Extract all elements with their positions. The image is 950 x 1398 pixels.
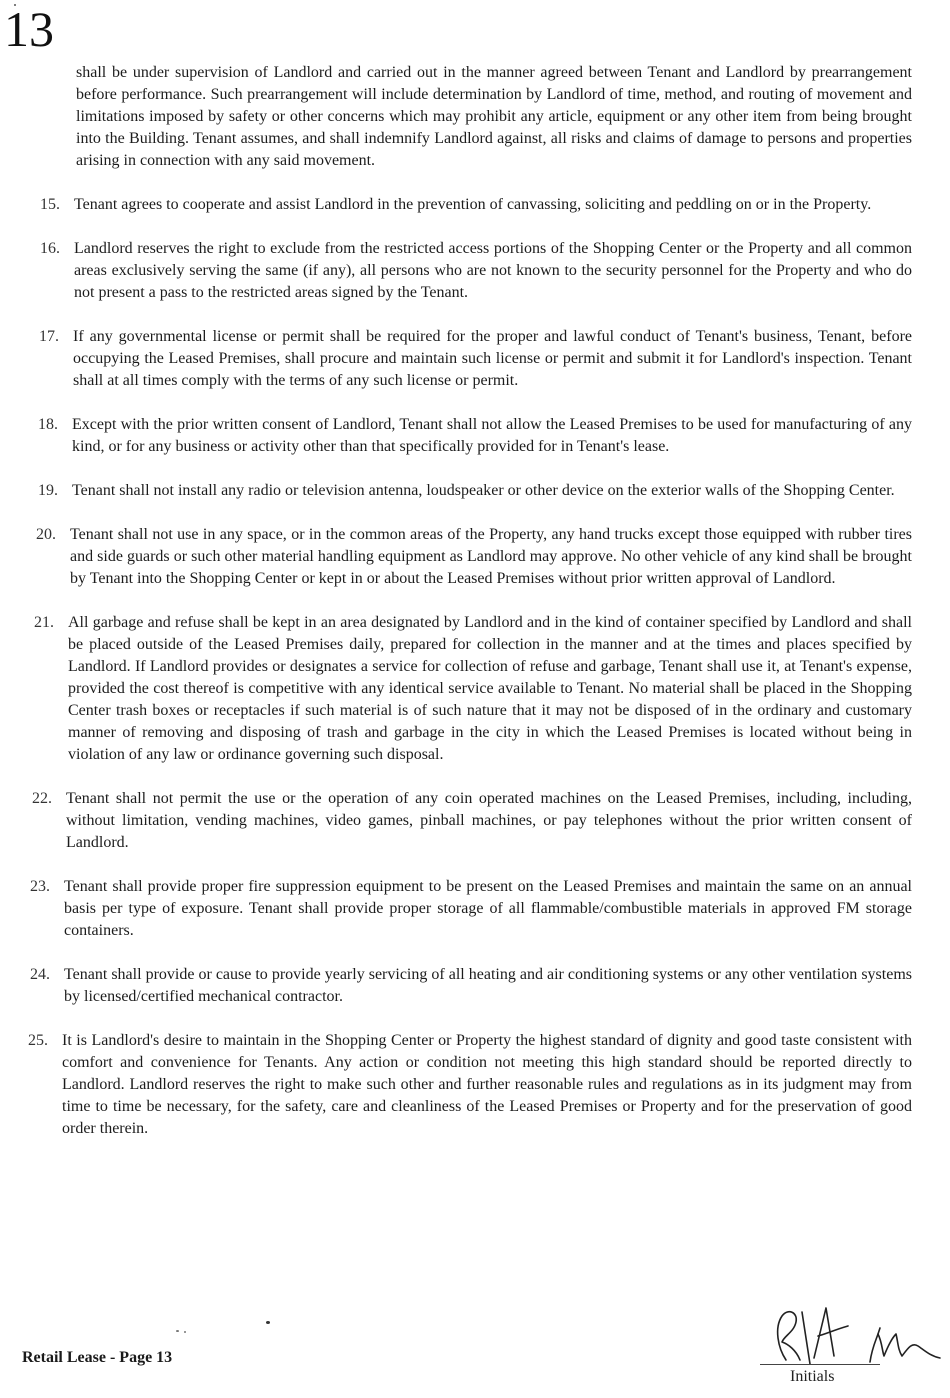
- item-text: Tenant agrees to cooperate and assist Landlord in the prevention of canvassing, soliciting and peddling on or in the Property.: [74, 196, 872, 213]
- rule-item-19: [38, 480, 912, 502]
- handwritten-initials: [752, 1298, 948, 1370]
- continuation-paragraph: shall be under supervision of Landlord and carried out in the manner agreed between Tenant and Landlord by prearrangement before performance. Such prearrangement will include determination by Landlord of time, method, and routing of movement and limitations imposed by safety or other concerns which may prohibit any article, equipment or any other item from being brought into the Building. Tenant assumes, and shall indemnify Landlord against, all risks and claims of damage to persons and properties arising in connection with any said movement.: [76, 64, 912, 169]
- page-number: 13: [4, 1, 54, 57]
- item-text: Tenant shall provide proper fire suppression equipment to be present on the Leased Premises and maintain the same on an annual basis per type of exposure. Tenant shall provide proper storage of all flammable/combustible materials in approved FM storage containers.: [64, 878, 912, 939]
- rule-item-18: [38, 414, 912, 458]
- item-number: 24.: [30, 966, 50, 983]
- item-text: It is Landlord's desire to maintain in the Shopping Center or Property the highest standard of dignity and good taste consistent with comfort and convenience for Tenants. Any action or condition not meeting this high standard should be reported directly to Landlord. Landlord reserves the right to make such other and further reasonable rules and regulations as in its judgment may from time to time be necessary, for the safety, care and cleanliness of the Leased Premises or Property and for the preservation of good order therein.: [62, 1032, 912, 1137]
- item-text: Tenant shall not use in any space, or in the common areas of the Property, any hand trucks except those equipped with rubber tires and side guards or such other material handling equipment as Landlord may approve. No other vehicle of any kind shall be brought by Tenant into the Shopping Center or kept in or about the Leased Premises without prior written approval of Landlord.: [70, 526, 912, 587]
- item-text: Tenant shall not permit the use or the operation of any coin operated machines on the Leased Premises, including, including, without limitation, vending machines, video games, pinball machines, or pay telephones without the prior written consent of Landlord.: [66, 790, 912, 851]
- initials-label: Initials: [790, 1368, 835, 1385]
- item-number: 17.: [39, 328, 59, 345]
- item-text: If any governmental license or permit shall be required for the proper and lawful conduct of Tenant's business, Tenant, before occupying the Leased Premises, shall procure and maintain such license or permit and submit it for Landlord's inspection. Tenant shall at all times comply with the terms of any such license or permit.: [73, 328, 912, 389]
- rule-item-25: [28, 1030, 912, 1140]
- rule-item-24: [30, 964, 912, 1008]
- item-number: 19.: [38, 482, 58, 499]
- item-text: Except with the prior written consent of Landlord, Tenant shall not allow the Leased Premises to be used for manufacturing of any kind, or for any business or activity other than that specifically provided for in Tenant's lease.: [72, 416, 912, 455]
- rule-item-23: [30, 876, 912, 942]
- document-body: [0, 62, 950, 1162]
- initials-block: [752, 1298, 948, 1394]
- item-number: 18.: [38, 416, 58, 433]
- rule-item-21: [34, 612, 912, 766]
- rule-item-22: [32, 788, 912, 854]
- footer-page-label: Retail Lease - Page 13: [22, 1349, 173, 1366]
- initials-signature-line: [760, 1364, 880, 1365]
- scan-speck: [266, 1321, 270, 1324]
- item-text: Tenant shall not install any radio or television antenna, loudspeaker or other device on the exterior walls of the Shopping Center.: [72, 482, 895, 499]
- item-text: Tenant shall provide or cause to provide yearly servicing of all heating and air conditioning systems or any other ventilation systems by licensed/certified mechanical contractor.: [64, 966, 912, 1005]
- item-number: 15.: [40, 196, 60, 213]
- rule-item-15: [40, 194, 912, 216]
- rule-item-16: [40, 238, 912, 304]
- item-number: 16.: [40, 240, 60, 257]
- item-number: 23.: [30, 878, 50, 895]
- rule-item-20: [36, 524, 912, 590]
- item-number: 25.: [28, 1032, 48, 1049]
- scan-speck: [184, 1331, 186, 1333]
- item-number: 20.: [36, 526, 56, 543]
- item-number: 21.: [34, 614, 54, 631]
- item-number: 22.: [32, 790, 52, 807]
- rule-item-17: [39, 326, 912, 392]
- item-text: Landlord reserves the right to exclude from the restricted access portions of the Shopping Center or the Property and all common areas exclusively serving the same (if any), all persons who are not known to the security personnel for the Property and who do not present a pass to the restricted areas signed by the Tenant.: [74, 240, 912, 301]
- scan-speck: [176, 1330, 179, 1332]
- item-text: All garbage and refuse shall be kept in an area designated by Landlord and in the kind of container specified by Landlord and shall be placed outside of the Leased Premises daily, prepared for collection in the manner and at the times and places specified by Landlord. If Landlord provides or designates a service for collection of refuse and garbage, Tenant shall use it, at Tenant's expense, provided the cost thereof is competitive with any identical service available to Tenant. No material shall be placed in the Shopping Center trash boxes or receptacles if such material is of such nature that it may not be disposed of in the ordinary and customary manner of removing and disposing of trash and garbage in the city in which the Leased Premises is located without being in violation of any law or ordinance governing such disposal.: [68, 614, 912, 763]
